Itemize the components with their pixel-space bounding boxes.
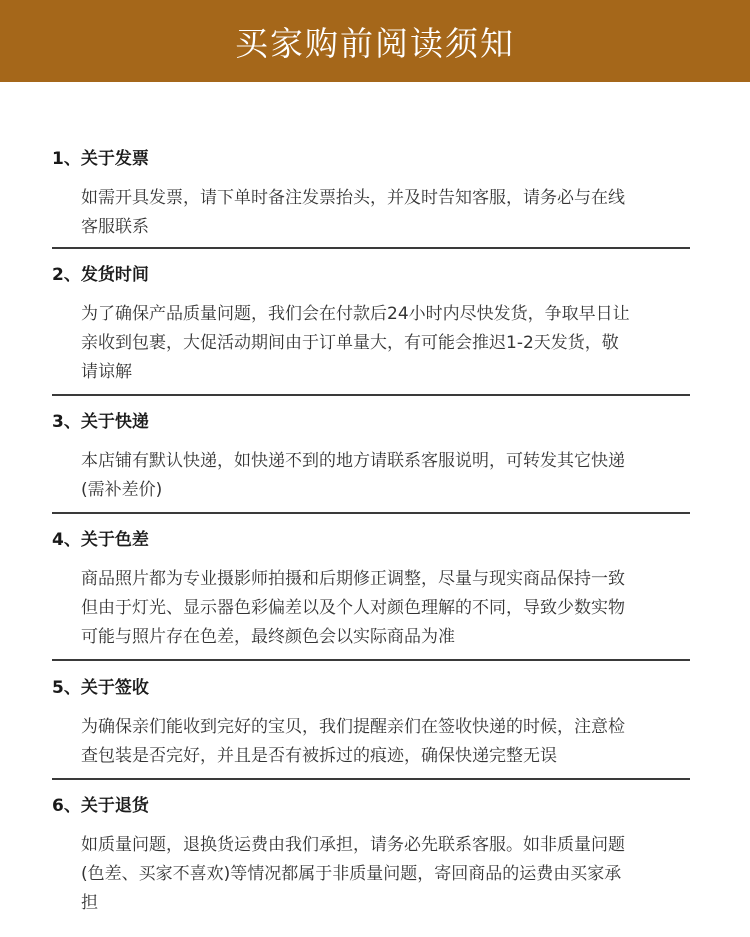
section-divider bbox=[52, 512, 690, 514]
section-body: 如需开具发票，请下单时备注发票抬头，并及时告知客服，请务必与在线 客服联系 bbox=[81, 188, 625, 237]
section-body: 如质量问题，退换货运费由我们承担，请务必先联系客服。如非质量问题 (色差、买家不喜欢)等情况都属于非质量问题，寄回商品的运费由买家承 担 bbox=[81, 835, 625, 913]
section-divider bbox=[52, 247, 690, 249]
section-divider bbox=[52, 659, 690, 661]
section-divider bbox=[52, 394, 690, 396]
section-heading: 6、关于退货 bbox=[52, 796, 149, 816]
section-divider bbox=[52, 778, 690, 780]
section-shipping-time bbox=[52, 264, 690, 387]
page-title: 买家购前阅读须知 bbox=[235, 23, 515, 63]
section-heading: 5、关于签收 bbox=[52, 678, 149, 698]
section-courier bbox=[52, 411, 690, 505]
section-heading: 2、发货时间 bbox=[52, 265, 149, 285]
section-color-difference bbox=[52, 529, 690, 652]
section-body: 为了确保产品质量问题，我们会在付款后24小时内尽快发货，争取早日让 亲收到包裹，大促活动期间由于订单量大，有可能会推迟1-2天发货，敬 请谅解 bbox=[81, 304, 630, 382]
section-heading: 4、关于色差 bbox=[52, 530, 149, 550]
header-banner bbox=[0, 0, 750, 82]
section-invoice bbox=[52, 148, 690, 242]
section-heading: 3、关于快递 bbox=[52, 412, 149, 432]
section-body: 为确保亲们能收到完好的宝贝，我们提醒亲们在签收快递的时候，注意检 查包装是否完好，并且是否有被拆过的痕迹，确保快递完整无误 bbox=[81, 717, 625, 766]
section-returns bbox=[52, 795, 690, 918]
section-body: 本店铺有默认快递，如快递不到的地方请联系客服说明，可转发其它快递 (需补差价) bbox=[81, 451, 625, 500]
section-receipt bbox=[52, 677, 690, 771]
section-heading: 1、关于发票 bbox=[52, 149, 149, 169]
section-body: 商品照片都为专业摄影师拍摄和后期修正调整，尽量与现实商品保持一致 但由于灯光、显示器色彩偏差以及个人对颜色理解的不同，导致少数实物 可能与照片存在色差，最终颜色会以实际商品为准 bbox=[81, 569, 625, 647]
